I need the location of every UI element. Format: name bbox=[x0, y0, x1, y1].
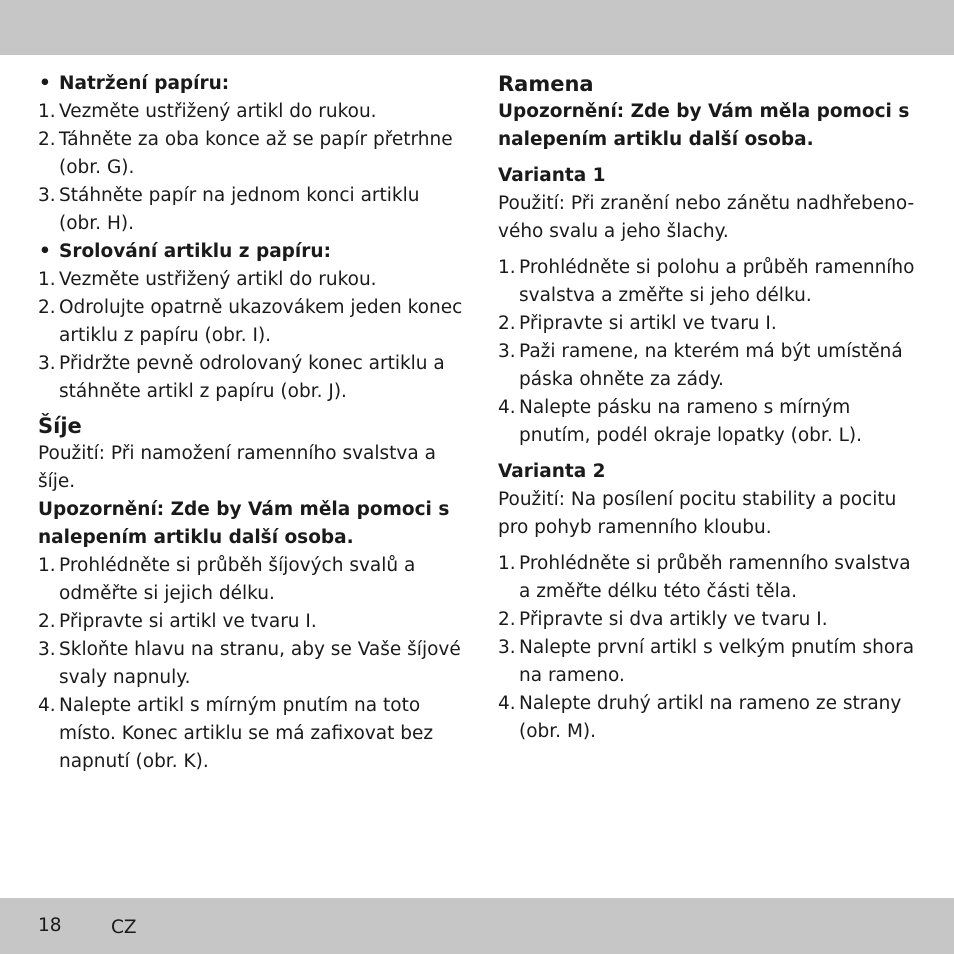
variant-1-steps bbox=[498, 254, 923, 450]
list-item: 2. Připravte si artikl ve tvaru I. bbox=[38, 611, 317, 632]
list-item: 3. Přidržte pevně odrolovaný konec artiklu a stáhněte artikl z papíru (obr. J). bbox=[38, 353, 445, 402]
list-item: 2. Připravte si artikl ve tvaru I. bbox=[498, 313, 777, 334]
footer-band bbox=[0, 898, 954, 954]
tear-paper-steps bbox=[38, 98, 463, 238]
variant-2-title: Varianta 2 bbox=[498, 461, 606, 482]
list-item: 1. Prohlédněte si průběh ramenního svalstva a změřte délku této části těla. bbox=[498, 553, 911, 602]
list-item: 3. Paži ramene, na kterém má být umístěná páska ohněte za zády. bbox=[498, 341, 903, 390]
list-item: 4. Nalepte artikl s mírným pnutím na toto místo. Konec artiklu se má zafixovat bez napnutí (obr. K). bbox=[38, 695, 434, 772]
roll-off-title: • Srolování artiklu z papíru: bbox=[38, 238, 463, 266]
language-code: CZ bbox=[111, 917, 137, 938]
neck-warning: Upozornění: Zde by Vám měla pomoci s nalepením artiklu další osoba. bbox=[38, 499, 450, 548]
neck-steps bbox=[38, 552, 463, 776]
roll-off-steps bbox=[38, 266, 463, 406]
neck-heading: Šíje bbox=[38, 414, 82, 438]
neck-usage: Použití: Při namožení ramenního svalstva a šíje. bbox=[38, 443, 436, 492]
list-item: 4. Nalepte pásku na rameno s mírným pnutím, podél okraje lopatky (obr. L). bbox=[498, 397, 862, 446]
right-column bbox=[498, 70, 923, 746]
list-item: 3. Nalepte první artikl s velkým pnutím shora na rameno. bbox=[498, 637, 915, 686]
page-number: 18 bbox=[38, 915, 62, 936]
shoulders-heading: Ramena bbox=[498, 72, 594, 96]
list-item: 2. Odrolujte opatrně ukazovákem jeden konec artiklu z papíru (obr. I). bbox=[38, 297, 463, 346]
variant-1-title: Varianta 1 bbox=[498, 165, 606, 186]
list-item: 1. Vezměte ustřižený artikl do rukou. bbox=[38, 101, 377, 122]
left-column bbox=[38, 70, 463, 776]
shoulders-warning: Upozornění: Zde by Vám měla pomoci s nalepením artiklu další osoba. bbox=[498, 101, 910, 150]
header-band bbox=[0, 0, 954, 55]
list-item: 1. Vezměte ustřižený artikl do rukou. bbox=[38, 269, 377, 290]
variant-1-usage: Použití: Při zranění nebo zánětu nadhřebeno-vého svalu a jeho šlachy. bbox=[498, 193, 915, 242]
list-item: 1. Prohlédněte si průběh šíjových svalů a odměřte si jejich délku. bbox=[38, 555, 416, 604]
list-item: 2. Připravte si dva artikly ve tvaru I. bbox=[498, 609, 828, 630]
list-item: 4. Nalepte druhý artikl na rameno ze strany (obr. M). bbox=[498, 693, 902, 742]
variant-2-steps bbox=[498, 550, 923, 746]
tear-paper-title: • Natržení papíru: bbox=[38, 70, 463, 98]
list-item: 3. Stáhněte papír na jednom konci artiklu (obr. H). bbox=[38, 185, 420, 234]
list-item: 2. Táhněte za oba konce až se papír přetrhne (obr. G). bbox=[38, 129, 453, 178]
variant-2-usage: Použití: Na posílení pocitu stability a pocitu pro pohyb ramenního kloubu. bbox=[498, 489, 897, 538]
list-item: 1. Prohlédněte si polohu a průběh ramenního svalstva a změřte si jeho délku. bbox=[498, 257, 915, 306]
list-item: 3. Skloňte hlavu na stranu, aby se Vaše šíjové svaly napnuly. bbox=[38, 639, 461, 688]
